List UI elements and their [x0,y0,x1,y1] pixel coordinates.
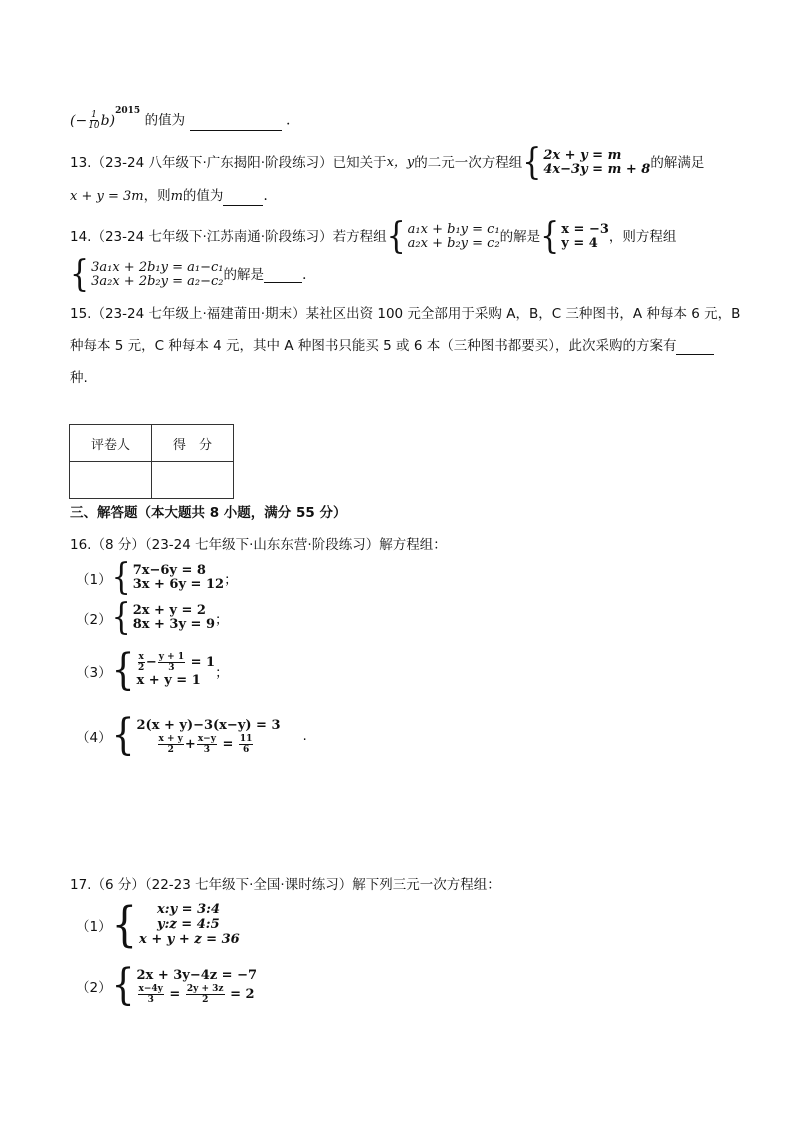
q17-p1-lines [139,902,240,947]
q13-then: ，则 [143,188,171,204]
q13-mid: 的二元一次方程组 [414,155,523,171]
q16-p4-eq1: 2(x + y)−3(x−y) = 3 [136,718,281,733]
q13-eq1: 2x + y = m [543,148,622,163]
q13-brace: { [522,141,542,184]
q14-brace-2: { [540,215,560,258]
q13-system-lines [543,149,650,177]
q17-p2-lines [137,967,258,1005]
q13-condition: x + y = 3m [70,189,144,204]
q16-p1-end: ； [224,572,238,588]
q12-var: b [100,112,110,129]
q14-answer-blank[interactable] [264,268,302,283]
q15-answer-blank[interactable] [676,340,714,355]
q16-p1-lines [133,564,224,592]
q12-tail-line [70,108,290,131]
q12-frac-num: 1 [91,110,97,121]
q13-end: . [263,188,268,204]
q13-vars: x，y [386,155,415,170]
q14-brace-3: { [70,253,90,296]
q17-p2-label: （2） [76,980,112,996]
q13-prefix: 13.（23-24 八年级下·广东揭阳·阶段练习）已知关于 [70,155,387,171]
q16-part2 [76,596,229,639]
q15-line2-text: 种每本 5 元，C 种每本 4 元，其中 A 种图书只能买 5 或 6 本（三种图书都要买），此次采购的方案有 [70,338,677,354]
score-table [69,424,234,499]
score-table-score-cell[interactable] [152,462,234,499]
q17-p2-brace: { [111,960,135,1010]
q16-p3-eq2: x + y = 1 [136,673,201,688]
q16-p2-eq2: 8x + 3y = 9 [132,617,216,632]
q14-end-text: 的解是 [223,267,264,283]
q16-p1-eq2: 3x + 6y = 12 [132,577,225,592]
q14-prefix: 14.（23-24 七年级下·江苏南通·阶段练习）若方程组 [70,229,387,245]
q12-expression: (− $\frac{1}{10}$ b)$^{2015}$ [70,106,141,132]
q17-part1 [76,896,240,953]
q14-system-1-lines [408,223,500,251]
q16-part1 [76,556,238,599]
q14-suffix: ，则方程组 [608,229,677,245]
score-table-header-grader: 评卷人 [70,425,152,462]
q16-p3-label: （3） [76,664,112,681]
q16-p2-label: （2） [76,612,112,628]
q12-fraction [88,110,99,131]
q16-p3-eq1: $\frac{x}{2}$ − $\frac{y + 1}{3}$ = 1 [138,652,216,673]
q16-p4-eq2: $\frac{x + y}{2}$ + $\frac{x-y}{3}$ = $\frac{11}{6}$ [158,734,253,755]
q16-part4 [76,710,307,760]
q17-p1-eq3: x + y + z = 36 [139,932,240,947]
q14-eq1: a₁x + b₁y = c₁ [407,222,500,237]
q14-eq4: 3a₂x + 2b₂y = a₂−c₂ [91,274,224,289]
q16-p3-brace: { [111,645,135,695]
q14-sol2: y = 4 [561,236,598,251]
q15-line2 [70,337,714,355]
q14-system-2-lines [91,261,223,289]
q16-p2-end: ； [215,612,229,628]
q14-system-1 [386,215,500,258]
q14-end: . [301,267,307,283]
q16-p4-label: （4） [76,730,112,746]
q14-eq3: 3a₁x + 2b₁y = a₁−c₁ [91,260,224,275]
q13-value-label: 的值为 [182,188,224,204]
q14-solution [540,215,609,258]
q17-p1-eq2: y:z = 4:5 [157,917,220,932]
q16-stem: 16.（8 分）（23-24 七年级下·山东东营·阶段练习）解方程组： [70,537,447,553]
q17-p2-eq1: 2x + 3y−4z = −7 [136,968,258,983]
q17-stem: 17.（6 分）（22-23 七年级下·全国·课时练习）解下列三元一次方程组： [70,877,501,893]
q16-p1-eq1: 7x−6y = 8 [132,563,206,578]
q16-p1-brace: { [111,556,131,599]
q15-line3: 种. [70,370,88,386]
q12-coef: − [75,112,88,129]
q14-brace-1: { [386,215,406,258]
q12-answer-blank[interactable] [190,116,282,131]
q14-mid: 的解是 [499,229,541,245]
q14-eq2: a₂x + b₂y = c₂ [407,236,500,251]
q13-answer-blank[interactable] [223,191,263,206]
q13-var-m: m [170,189,183,204]
q13-line2 [70,187,268,206]
q16-p1-label: （1） [76,572,112,588]
q16-p4-end: . [302,728,307,744]
q17-p1-eq1: x:y = 3:4 [157,902,220,917]
q14-line2 [70,253,307,296]
section3-title: 三、解答题（本大题共 8 小题，满分 55 分） [70,505,347,521]
q14-line1 [70,215,677,258]
q13-line1 [70,141,705,184]
q17-p2-eq2: $\frac{x-4y}{3}$ = $\frac{2y + 3z}{2}$ = 2 [138,984,255,1005]
q16-p3-end: ； [215,664,229,681]
q12-end: . [286,112,291,129]
q13-system [522,141,651,184]
q16-part3 [76,645,229,695]
q13-suffix: 的解满足 [650,155,705,171]
q16-p2-lines [133,604,215,632]
q17-p1-brace: { [111,896,138,953]
q16-p2-brace: { [111,596,131,639]
q12-suffix: 的值为 [144,112,186,129]
score-table-header-score: 得 分 [152,425,234,462]
q13-eq2: 4x−3y = m + 8 [543,162,651,177]
q12-exponent: 2015 [115,106,141,116]
q17-part2 [76,960,258,1010]
q12-frac-den: 10 [88,121,100,132]
q16-p4-lines [137,717,281,755]
q14-system-2 [70,253,224,296]
q14-sol1: x = −3 [561,222,609,237]
q16-p3-lines [137,652,216,689]
q14-solution-lines [561,223,609,251]
q16-p2-eq1: 2x + y = 2 [132,603,206,618]
q17-p1-label: （1） [76,918,112,935]
score-table-grader-cell[interactable] [70,462,152,499]
q15-line1: 15.（23-24 七年级上·福建莆田·期末）某社区出资 100 元全部用于采购 A，B，C 三种图书，A 种每本 6 元，B [70,306,741,322]
q16-p4-brace: { [111,710,135,760]
